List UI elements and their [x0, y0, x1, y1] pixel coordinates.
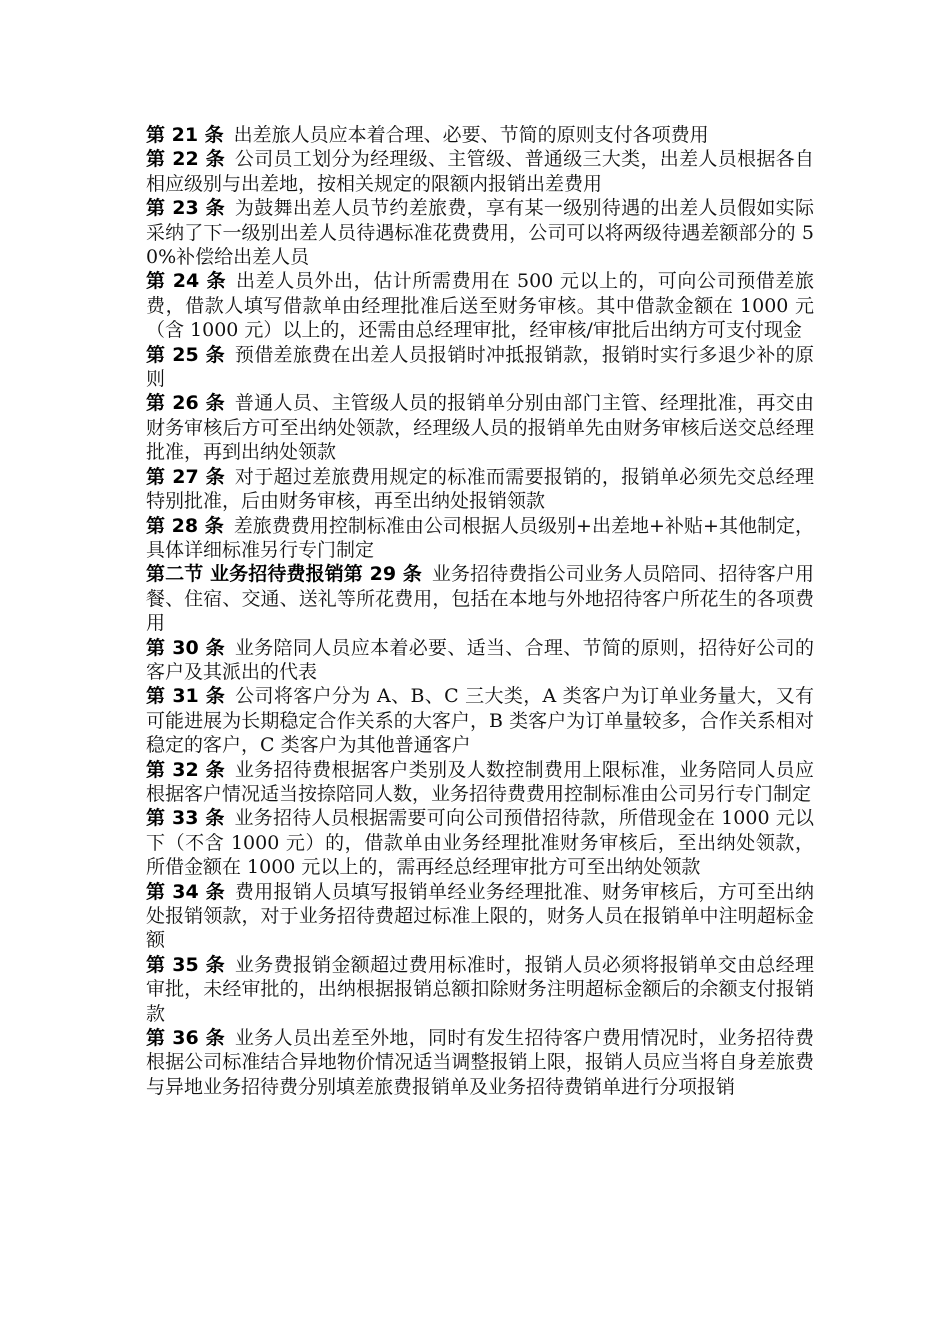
article-22 — [146, 147, 814, 196]
article-text: 公司将客户分为 A、B、C 三大类，A 类客户为订单业务量大，又有可能进展为长期稳定合作关系的大客户，B 类客户为订单量较多，合作关系相对稳定的客户，C 类客户为其他普通客户 — [146, 685, 814, 757]
article-text: 业务招待人员根据需要可向公司预借招待款，所借现金在 1000 元以下（不含 1000 元）的，借款单由业务经理批准财务审核后，至出纳处领款，所借金额在 1000 元以上的，需再经总经理审批方可至出纳处领款 — [146, 807, 815, 879]
section-heading-and-article-label: 第二节 业务招待费报销第 29 条 — [146, 563, 422, 586]
article-23 — [146, 196, 814, 269]
article-33 — [146, 806, 814, 879]
article-label: 第 21 条 — [146, 124, 224, 146]
article-label: 第 24 条 — [146, 270, 227, 293]
section-2-article-29 — [146, 562, 814, 635]
article-label: 第 22 条 — [146, 148, 225, 171]
article-text: 业务招待费指公司业务人员陪同、招待客户用餐、住宿、交通、送礼等所花费用，包括在本地与外地招待客户所花生的各项费用 — [146, 563, 814, 635]
article-text: 公司员工划分为经理级、主管级、普通级三大类，出差人员根据各自相应级别与出差地，按相关规定的限额内报销出差费用 — [146, 148, 814, 195]
article-text: 业务人员出差至外地，同时有发生招待客户费用情况时，业务招待费根据公司标准结合异地物价情况适当调整报销上限，报销人员应当将自身差旅费与异地业务招待费分别填差旅费报销单及业务招待费销单进行分项报销 — [146, 1027, 814, 1098]
article-text: 业务招待费根据客户类别及人数控制费用上限标准，业务陪同人员应根据客户情况适当按捺陪同人数，业务招待费费用控制标准由公司另行专门制定 — [146, 758, 814, 805]
article-text: 业务费报销金额超过费用标准时，报销人员必须将报销单交由总经理审批，未经审批的，出纳根据报销总额扣除财务注明超标金额后的余额支付报销款 — [146, 953, 814, 1025]
article-label: 第 33 条 — [146, 807, 225, 830]
article-28 — [146, 514, 814, 563]
article-26 — [146, 391, 814, 464]
article-label: 第 30 条 — [146, 636, 225, 659]
article-text: 对于超过差旅费用规定的标准而需要报销的，报销单必须先交总经理特别批准，后由财务审核，再至出纳处报销领款 — [146, 465, 814, 513]
article-31 — [146, 684, 814, 757]
article-36 — [146, 1026, 814, 1099]
article-30 — [146, 636, 814, 685]
article-25 — [146, 343, 814, 392]
article-label: 第 32 条 — [146, 758, 225, 781]
article-label: 第 25 条 — [146, 343, 225, 366]
article-text: 预借差旅费在出差人员报销时冲抵报销款，报销时实行多退少补的原则 — [146, 343, 814, 391]
article-label: 第 26 条 — [146, 392, 225, 415]
document-body — [146, 123, 814, 1099]
article-text: 业务陪同人员应本着必要、适当、合理、节简的原则，招待好公司的客户及其派出的代表 — [146, 636, 814, 683]
article-32 — [146, 758, 814, 807]
article-label: 第 31 条 — [146, 685, 226, 708]
article-label: 第 34 条 — [146, 880, 225, 903]
article-text: 出差人员外出，估计所需费用在 500 元以上的，可向公司预借差旅费，借款人填写借款单由经理批准后送至财务审核。其中借款金额在 1000 元（含 1000 元）以上的，还需由总经理审批，经审核/审批后出纳方可支付现金 — [146, 270, 814, 342]
article-label: 第 27 条 — [146, 465, 225, 488]
article-text: 为鼓舞出差人员节约差旅费，享有某一级别待遇的出差人员假如实际采纳了下一级别出差人员待遇标准花费费用，公司可以将两级待遇差额部分的 50%补偿给出差人员 — [146, 197, 814, 269]
article-27 — [146, 465, 814, 514]
article-label: 第 23 条 — [146, 197, 225, 220]
article-text: 差旅费费用控制标准由公司根据人员级别+出差地+补贴+其他制定，具体详细标准另行专门制定 — [146, 514, 815, 561]
article-text: 出差旅人员应本着合理、必要、节简的原则支付各项费用 — [233, 124, 709, 146]
article-24 — [146, 269, 814, 342]
article-label: 第 36 条 — [146, 1027, 225, 1050]
article-34 — [146, 880, 814, 953]
article-21 — [146, 123, 814, 147]
article-35 — [146, 953, 814, 1026]
article-text: 费用报销人员填写报销单经业务经理批准、财务审核后，方可至出纳处报销领款，对于业务招待费超过标准上限的，财务人员在报销单中注明超标金额 — [146, 880, 814, 952]
article-text: 普通人员、主管级人员的报销单分别由部门主管、经理批准，再交由财务审核后方可至出纳处领款，经理级人员的报销单先由财务审核后送交总经理批准，再到出纳处领款 — [146, 392, 814, 464]
article-label: 第 35 条 — [146, 953, 225, 976]
article-label: 第 28 条 — [146, 514, 224, 537]
